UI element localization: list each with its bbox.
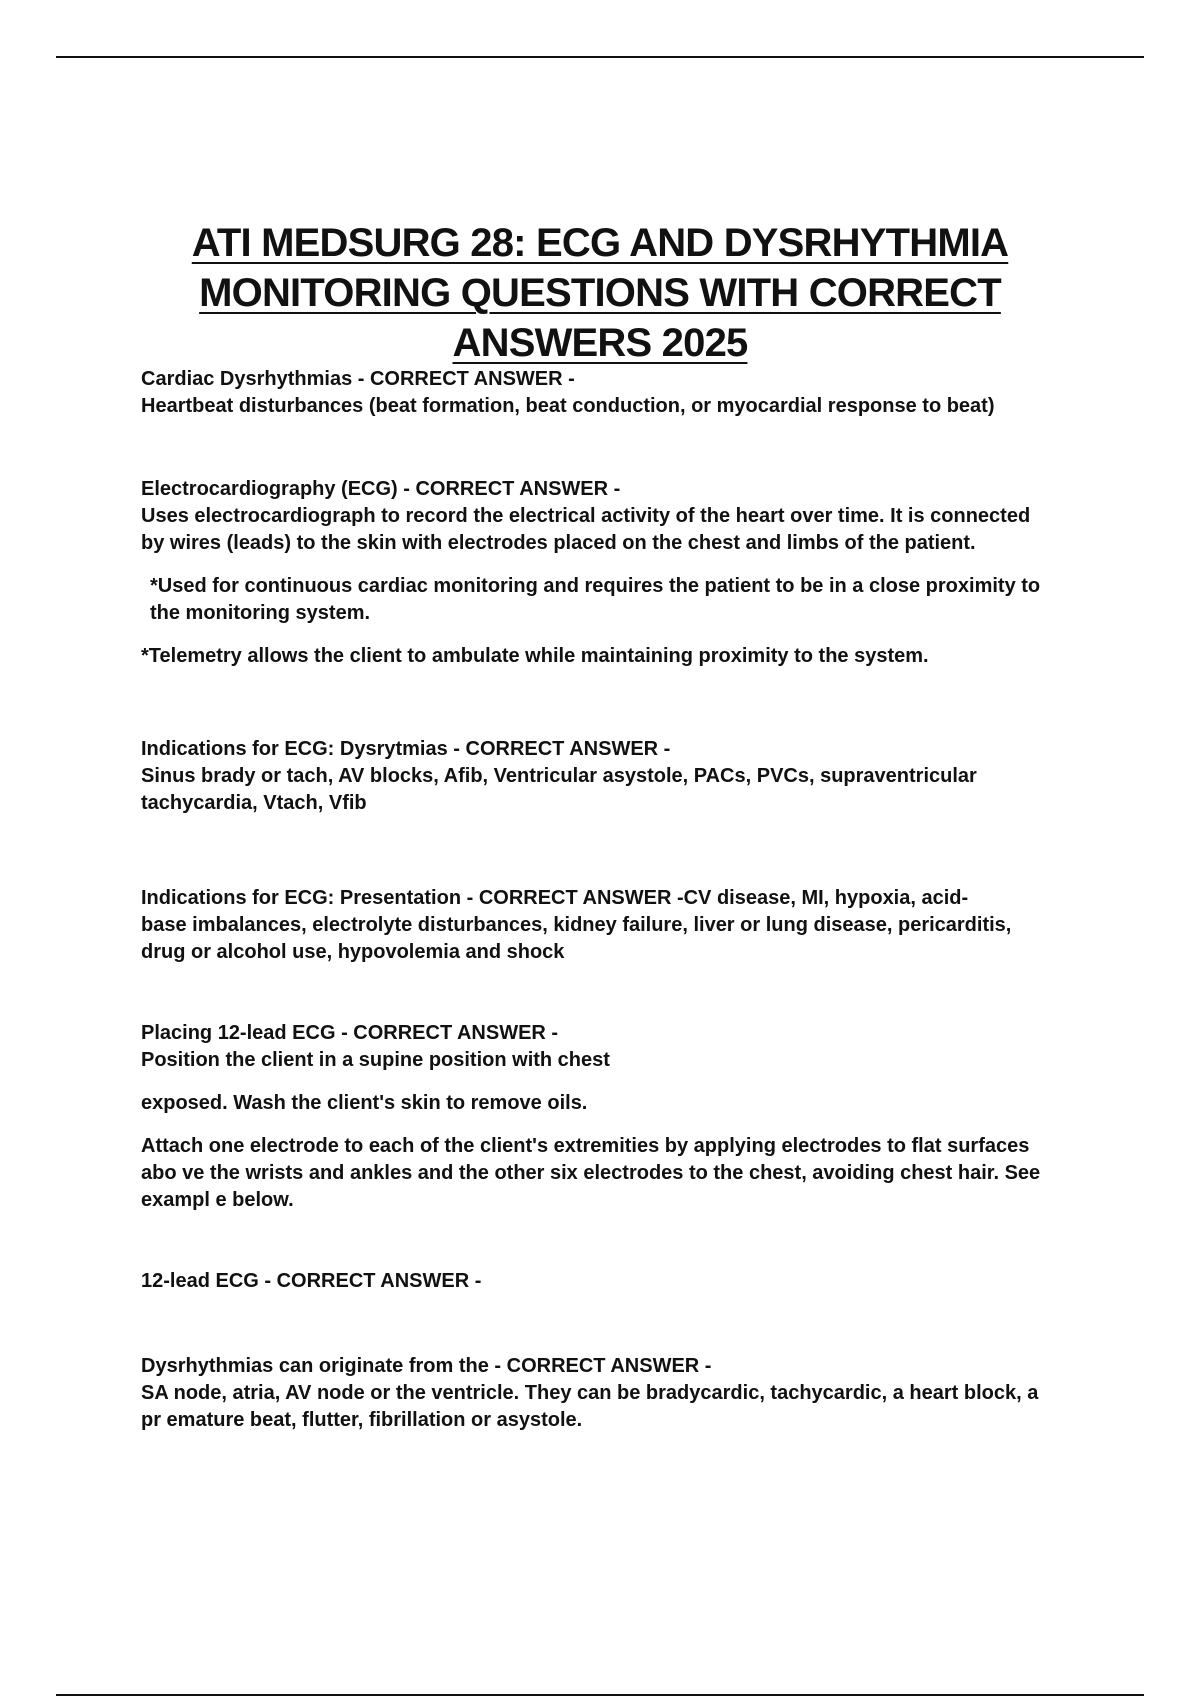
card-answer-continued: Attach one electrode to each of the client's extremities by applying electrodes to flat surfaces abo ve the wrists and ankles and the other six electrodes to the chest, avoiding chest hair. See exampl e below.	[141, 1135, 1041, 1211]
card-question: Placing 12-lead ECG - CORRECT ANSWER -	[141, 1022, 559, 1044]
card-answer: Position the client in a supine position with chest	[141, 1049, 610, 1071]
spacer	[141, 1295, 1056, 1353]
flashcard-12-lead-ecg	[141, 1268, 1056, 1295]
card-question: 12-lead ECG - CORRECT ANSWER -	[141, 1270, 482, 1292]
flashcard-cardiac-dysrhythmias	[141, 366, 1056, 420]
card-answer: SA node, atria, AV node or the ventricle. They can be bradycardic, tachycardic, a heart block, a pr emature beat, flutter, fibrillation or asystole.	[141, 1382, 1039, 1431]
card-question: Electrocardiography (ECG) - CORRECT ANSWER -	[141, 478, 621, 500]
spacer	[141, 420, 1056, 476]
page-title: ATI MEDSURG 28: ECG AND DYSRHYTHMIA MONITORING QUESTIONS WITH CORRECT ANSWERS 2025	[191, 221, 1009, 365]
card-note: *Telemetry allows the client to ambulate while maintaining proximity to the system.	[141, 645, 929, 667]
flashcard-dysrhythmia-origin	[141, 1353, 1056, 1434]
document-body	[141, 366, 1056, 1434]
card-answer: Sinus brady or tach, AV blocks, Afib, Ventricular asystole, PACs, PVCs, supraventricular tachycardia, Vtach, Vfib	[141, 765, 977, 814]
card-question: Indications for ECG: Dysrytmias - CORRECT ANSWER -	[141, 738, 671, 760]
card-answer: Heartbeat disturbances (beat formation, beat conduction, or myocardial response to beat)	[141, 395, 995, 417]
flashcard-indications-presentation	[141, 885, 1056, 966]
flashcard-electrocardiography	[141, 476, 1056, 670]
card-note: *Used for continuous cardiac monitoring and requires the patient to be in a close proximity to the monitoring system.	[150, 575, 1041, 624]
bottom-rule	[56, 1694, 1144, 1696]
card-answer: Uses electrocardiograph to record the electrical activity of the heart over time. It is connected by wires (leads) to the skin with electrodes placed on the chest and limbs of the patient.	[141, 505, 1031, 554]
spacer	[141, 670, 1056, 736]
card-answer: base imbalances, electrolyte disturbances, kidney failure, liver or lung disease, pericarditis, drug or alcohol use, hypovolemia and shock	[141, 914, 1012, 963]
top-rule	[56, 56, 1144, 58]
card-question: Dysrhythmias can originate from the - CORRECT ANSWER -	[141, 1355, 712, 1377]
spacer	[141, 966, 1056, 1020]
flashcard-indications-dysrhythmias	[141, 736, 1056, 817]
flashcard-placing-12-lead	[141, 1020, 1056, 1214]
card-question: Indications for ECG: Presentation - CORRECT ANSWER -CV disease, MI, hypoxia, acid-	[141, 887, 969, 909]
spacer	[141, 1214, 1056, 1268]
card-question: Cardiac Dysrhythmias - CORRECT ANSWER -	[141, 368, 575, 390]
spacer	[141, 817, 1056, 885]
card-answer-continued: exposed. Wash the client's skin to remove oils.	[141, 1092, 588, 1114]
